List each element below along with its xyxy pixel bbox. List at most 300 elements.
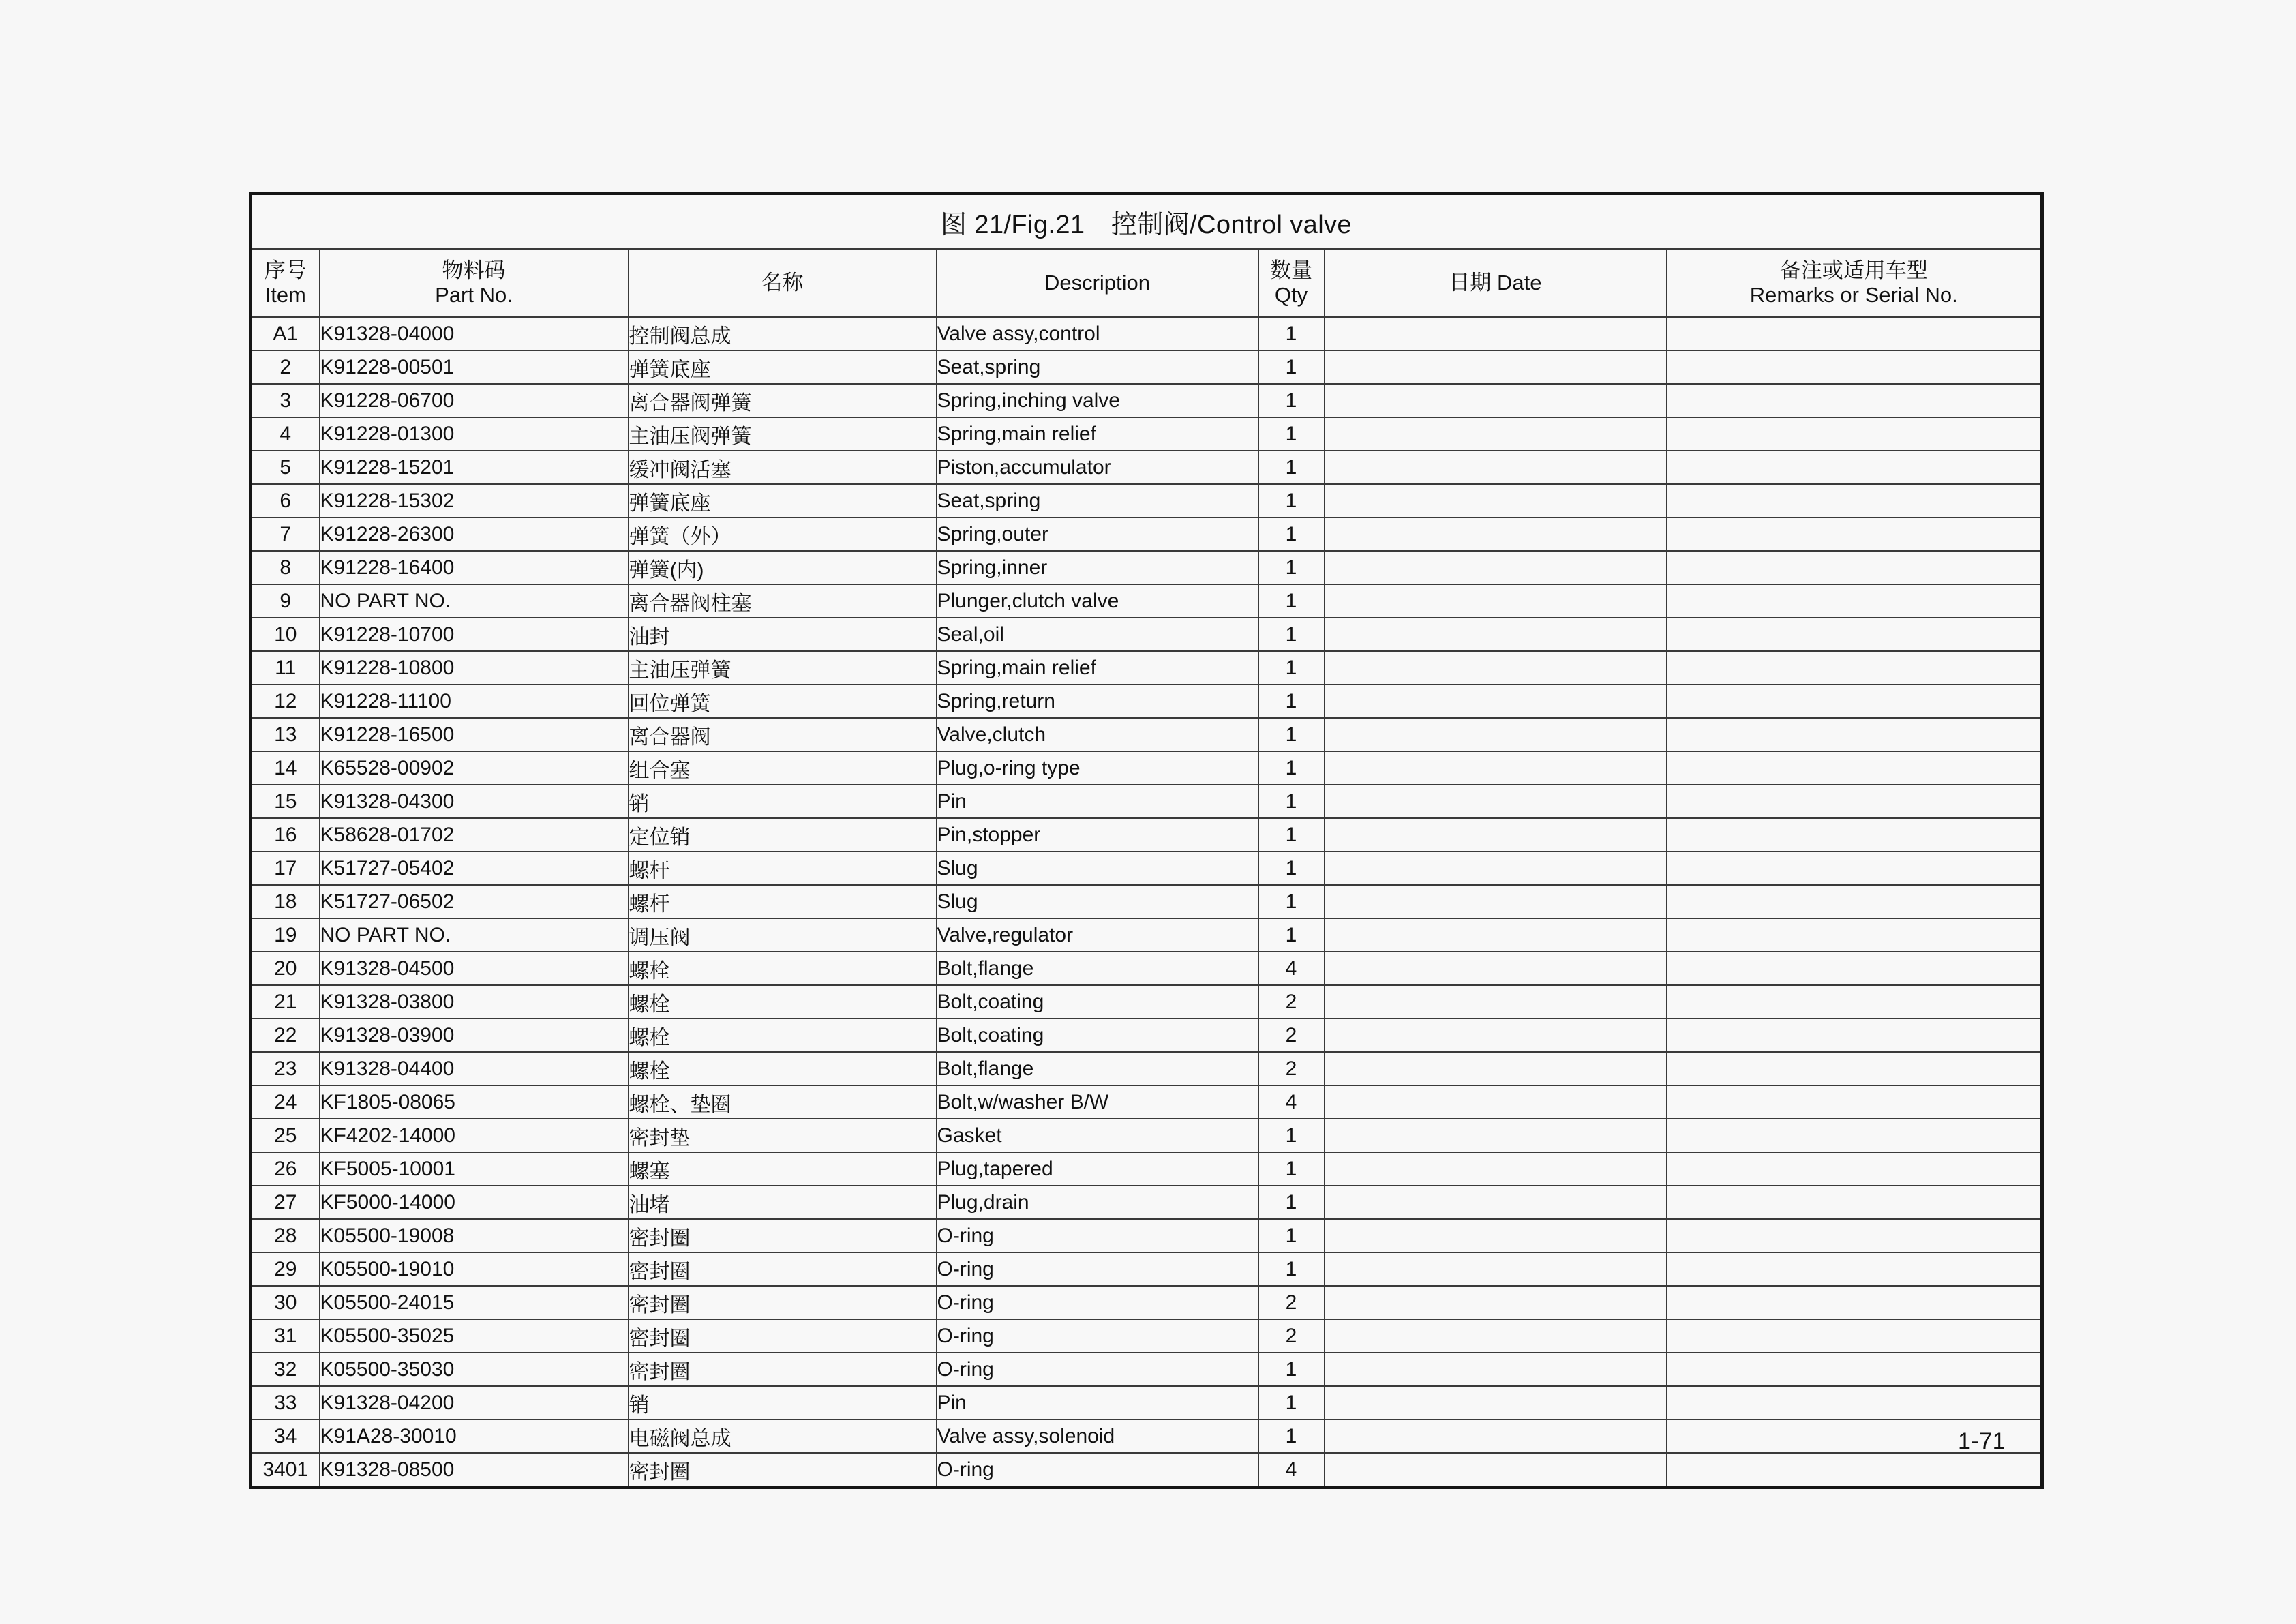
table-row[interactable]	[251, 417, 2042, 451]
cell-part-no: K05500-19008	[320, 1219, 629, 1252]
cell-qty: 2	[1258, 1319, 1325, 1353]
cell-qty: 2	[1258, 1019, 1325, 1052]
cell-part-no: K58628-01702	[320, 818, 629, 852]
table-row[interactable]	[251, 1419, 2042, 1453]
cell-description: Plunger,clutch valve	[937, 584, 1258, 618]
cell-item: 2	[251, 350, 320, 384]
cell-description: Plug,drain	[937, 1186, 1258, 1219]
cell-item: 26	[251, 1152, 320, 1186]
cell-part-no: K91228-16400	[320, 551, 629, 584]
cell-part-no: K05500-35025	[320, 1319, 629, 1353]
cell-description: Gasket	[937, 1119, 1258, 1152]
cell-date	[1325, 1419, 1667, 1453]
cell-remarks	[1667, 952, 2042, 985]
cell-part-no: K91228-26300	[320, 517, 629, 551]
cell-name: 密封圈	[629, 1252, 937, 1286]
cell-name: 螺栓	[629, 952, 937, 985]
figure-title-cell	[251, 194, 2042, 250]
cell-item: 3	[251, 384, 320, 417]
cell-part-no: K91328-03800	[320, 985, 629, 1019]
cell-remarks	[1667, 484, 2042, 517]
cell-item: 17	[251, 852, 320, 885]
cell-description: Valve,clutch	[937, 718, 1258, 751]
cell-item: 19	[251, 918, 320, 952]
cell-item: 3401	[251, 1453, 320, 1488]
cell-qty: 1	[1258, 1186, 1325, 1219]
cell-date	[1325, 1453, 1667, 1488]
cell-item: 12	[251, 685, 320, 718]
cell-description: Seat,spring	[937, 350, 1258, 384]
cell-date	[1325, 885, 1667, 918]
table-row[interactable]	[251, 384, 2042, 417]
cell-part-no: NO PART NO.	[320, 584, 629, 618]
cell-part-no: K91328-04000	[320, 317, 629, 350]
cell-qty: 4	[1258, 952, 1325, 985]
cell-description: Valve,regulator	[937, 918, 1258, 952]
cell-qty: 1	[1258, 517, 1325, 551]
column-header-item-cn: 序号	[264, 258, 307, 283]
cell-date	[1325, 952, 1667, 985]
cell-date	[1325, 985, 1667, 1019]
table-row[interactable]	[251, 451, 2042, 484]
table-row[interactable]	[251, 618, 2042, 651]
column-header-row	[251, 249, 2042, 317]
column-header-description-en: Description	[1044, 271, 1151, 295]
table-row[interactable]	[251, 1052, 2042, 1085]
cell-item: 10	[251, 618, 320, 651]
cell-date	[1325, 1152, 1667, 1186]
cell-remarks	[1667, 1386, 2042, 1419]
cell-qty: 1	[1258, 584, 1325, 618]
cell-part-no: K91228-15302	[320, 484, 629, 517]
table-row[interactable]	[251, 952, 2042, 985]
cell-item: 11	[251, 651, 320, 685]
column-header-qty-en: Qty	[1274, 283, 1308, 307]
cell-name: 离合器阀	[629, 718, 937, 751]
cell-part-no: K91328-04400	[320, 1052, 629, 1085]
cell-qty: 1	[1258, 1252, 1325, 1286]
cell-description: Spring,main relief	[937, 651, 1258, 685]
cell-date	[1325, 451, 1667, 484]
parts-table-body	[251, 317, 2042, 1488]
cell-name: 密封圈	[629, 1453, 937, 1488]
cell-date	[1325, 918, 1667, 952]
column-header-part-no	[320, 249, 629, 317]
cell-remarks	[1667, 350, 2042, 384]
column-header-qty-cn: 数量	[1270, 258, 1312, 283]
cell-part-no: K05500-19010	[320, 1252, 629, 1286]
cell-item: A1	[251, 317, 320, 350]
table-row[interactable]	[251, 1319, 2042, 1353]
cell-qty: 1	[1258, 551, 1325, 584]
cell-date	[1325, 751, 1667, 785]
cell-item: 14	[251, 751, 320, 785]
table-row[interactable]	[251, 718, 2042, 751]
cell-item: 31	[251, 1319, 320, 1353]
cell-name: 弹簧（外）	[629, 517, 937, 551]
cell-name: 密封圈	[629, 1219, 937, 1252]
table-row[interactable]	[251, 1252, 2042, 1286]
column-header-part-no-cn: 物料码	[442, 258, 506, 283]
cell-qty: 1	[1258, 751, 1325, 785]
cell-name: 密封垫	[629, 1119, 937, 1152]
cell-part-no: K91228-06700	[320, 384, 629, 417]
cell-qty: 1	[1258, 918, 1325, 952]
cell-name: 螺栓、垫圈	[629, 1085, 937, 1119]
cell-qty: 1	[1258, 1219, 1325, 1252]
cell-item: 34	[251, 1419, 320, 1453]
cell-part-no: KF1805-08065	[320, 1085, 629, 1119]
cell-qty: 1	[1258, 651, 1325, 685]
cell-item: 27	[251, 1186, 320, 1219]
cell-date	[1325, 1219, 1667, 1252]
cell-date	[1325, 618, 1667, 651]
cell-qty: 4	[1258, 1453, 1325, 1488]
column-header-description	[937, 249, 1258, 317]
figure-title-row	[251, 194, 2042, 250]
cell-part-no: K51727-06502	[320, 885, 629, 918]
cell-date	[1325, 584, 1667, 618]
cell-remarks	[1667, 718, 2042, 751]
table-row[interactable]	[251, 1286, 2042, 1319]
cell-name: 控制阀总成	[629, 317, 937, 350]
cell-remarks	[1667, 685, 2042, 718]
cell-part-no: KF4202-14000	[320, 1119, 629, 1152]
cell-qty: 1	[1258, 718, 1325, 751]
cell-item: 18	[251, 885, 320, 918]
cell-part-no: K51727-05402	[320, 852, 629, 885]
column-header-name	[629, 249, 937, 317]
table-row[interactable]	[251, 685, 2042, 718]
cell-item: 23	[251, 1052, 320, 1085]
cell-name: 密封圈	[629, 1353, 937, 1386]
cell-date	[1325, 551, 1667, 584]
column-header-qty	[1258, 249, 1325, 317]
cell-name: 组合塞	[629, 751, 937, 785]
table-row[interactable]	[251, 350, 2042, 384]
cell-part-no: K91328-04200	[320, 1386, 629, 1419]
cell-description: O-ring	[937, 1286, 1258, 1319]
cell-qty: 1	[1258, 818, 1325, 852]
cell-description: O-ring	[937, 1219, 1258, 1252]
cell-description: Slug	[937, 885, 1258, 918]
cell-name: 离合器阀弹簧	[629, 384, 937, 417]
cell-part-no: KF5000-14000	[320, 1186, 629, 1219]
cell-part-no: K91228-15201	[320, 451, 629, 484]
cell-date	[1325, 1286, 1667, 1319]
cell-part-no: KF5005-10001	[320, 1152, 629, 1186]
cell-name: 主油压阀弹簧	[629, 417, 937, 451]
cell-item: 24	[251, 1085, 320, 1119]
cell-description: Spring,outer	[937, 517, 1258, 551]
cell-date	[1325, 1252, 1667, 1286]
cell-part-no: K05500-35030	[320, 1353, 629, 1386]
table-row[interactable]	[251, 885, 2042, 918]
cell-qty: 2	[1258, 1052, 1325, 1085]
cell-part-no: K91228-16500	[320, 718, 629, 751]
table-row[interactable]	[251, 852, 2042, 885]
cell-remarks	[1667, 584, 2042, 618]
column-header-item-en: Item	[265, 283, 306, 307]
cell-remarks	[1667, 651, 2042, 685]
cell-part-no: K05500-24015	[320, 1286, 629, 1319]
cell-qty: 1	[1258, 785, 1325, 818]
cell-part-no: K91228-00501	[320, 350, 629, 384]
cell-qty: 1	[1258, 1419, 1325, 1453]
cell-item: 29	[251, 1252, 320, 1286]
cell-date	[1325, 384, 1667, 417]
cell-remarks	[1667, 985, 2042, 1019]
cell-description: Slug	[937, 852, 1258, 885]
cell-item: 16	[251, 818, 320, 852]
cell-part-no: K91328-04300	[320, 785, 629, 818]
cell-date	[1325, 685, 1667, 718]
cell-part-no: K91228-01300	[320, 417, 629, 451]
column-header-remarks	[1667, 249, 2042, 317]
cell-description: Valve assy,control	[937, 317, 1258, 350]
cell-part-no: K91328-08500	[320, 1453, 629, 1488]
table-row[interactable]	[251, 985, 2042, 1019]
cell-description: Bolt,w/washer B/W	[937, 1085, 1258, 1119]
cell-date	[1325, 1085, 1667, 1119]
cell-remarks	[1667, 417, 2042, 451]
cell-remarks	[1667, 451, 2042, 484]
table-row[interactable]	[251, 1453, 2042, 1488]
cell-date	[1325, 517, 1667, 551]
cell-remarks	[1667, 818, 2042, 852]
table-row[interactable]	[251, 818, 2042, 852]
cell-name: 螺杆	[629, 885, 937, 918]
cell-remarks	[1667, 618, 2042, 651]
cell-name: 调压阀	[629, 918, 937, 952]
cell-qty: 1	[1258, 384, 1325, 417]
cell-item: 28	[251, 1219, 320, 1252]
cell-name: 螺杆	[629, 852, 937, 885]
cell-item: 32	[251, 1353, 320, 1386]
table-row[interactable]	[251, 1186, 2042, 1219]
cell-name: 弹簧底座	[629, 484, 937, 517]
cell-date	[1325, 484, 1667, 517]
cell-qty: 1	[1258, 618, 1325, 651]
cell-item: 30	[251, 1286, 320, 1319]
cell-description: Pin	[937, 1386, 1258, 1419]
cell-name: 定位销	[629, 818, 937, 852]
cell-remarks	[1667, 885, 2042, 918]
cell-description: Pin,stopper	[937, 818, 1258, 852]
cell-item: 21	[251, 985, 320, 1019]
cell-remarks	[1667, 517, 2042, 551]
cell-remarks	[1667, 1353, 2042, 1386]
table-row[interactable]	[251, 1353, 2042, 1386]
cell-remarks	[1667, 551, 2042, 584]
cell-name: 回位弹簧	[629, 685, 937, 718]
cell-description: Bolt,coating	[937, 1019, 1258, 1052]
cell-remarks	[1667, 1152, 2042, 1186]
cell-qty: 1	[1258, 1386, 1325, 1419]
cell-qty: 1	[1258, 885, 1325, 918]
cell-qty: 1	[1258, 317, 1325, 350]
cell-name: 弹簧底座	[629, 350, 937, 384]
table-row[interactable]	[251, 918, 2042, 952]
cell-date	[1325, 1353, 1667, 1386]
cell-item: 7	[251, 517, 320, 551]
cell-item: 5	[251, 451, 320, 484]
column-header-item	[251, 249, 320, 317]
page-number: 1-71	[1958, 1428, 2006, 1454]
cell-qty: 1	[1258, 484, 1325, 517]
cell-name: 销	[629, 785, 937, 818]
cell-date	[1325, 1319, 1667, 1353]
cell-date	[1325, 1019, 1667, 1052]
cell-description: Seat,spring	[937, 484, 1258, 517]
cell-name: 密封圈	[629, 1286, 937, 1319]
cell-date	[1325, 1186, 1667, 1219]
column-header-remarks-cn: 备注或适用车型	[1779, 258, 1928, 283]
cell-description: O-ring	[937, 1453, 1258, 1488]
cell-qty: 1	[1258, 685, 1325, 718]
cell-name: 缓冲阀活塞	[629, 451, 937, 484]
column-header-remarks-en: Remarks or Serial No.	[1749, 283, 1958, 307]
cell-description: O-ring	[937, 1252, 1258, 1286]
column-header-date	[1325, 249, 1667, 317]
cell-item: 15	[251, 785, 320, 818]
cell-part-no: NO PART NO.	[320, 918, 629, 952]
column-header-name-cn: 名称	[761, 271, 804, 295]
cell-name: 弹簧(内)	[629, 551, 937, 584]
cell-remarks	[1667, 317, 2042, 350]
table-row[interactable]	[251, 584, 2042, 618]
column-header-date-label: 日期 Date	[1449, 271, 1542, 295]
cell-remarks	[1667, 384, 2042, 417]
cell-part-no: K91228-10700	[320, 618, 629, 651]
cell-part-no: K91328-03900	[320, 1019, 629, 1052]
cell-description: Seal,oil	[937, 618, 1258, 651]
table-row[interactable]	[251, 317, 2042, 350]
cell-item: 20	[251, 952, 320, 985]
cell-part-no: K91A28-30010	[320, 1419, 629, 1453]
cell-remarks	[1667, 1319, 2042, 1353]
cell-remarks	[1667, 1052, 2042, 1085]
cell-date	[1325, 785, 1667, 818]
table-row[interactable]	[251, 1219, 2042, 1252]
cell-qty: 1	[1258, 1353, 1325, 1386]
cell-description: Plug,o-ring type	[937, 751, 1258, 785]
cell-name: 离合器阀柱塞	[629, 584, 937, 618]
cell-description: Plug,tapered	[937, 1152, 1258, 1186]
cell-remarks	[1667, 1085, 2042, 1119]
cell-description: Spring,main relief	[937, 417, 1258, 451]
cell-name: 销	[629, 1386, 937, 1419]
cell-description: O-ring	[937, 1319, 1258, 1353]
cell-qty: 1	[1258, 1119, 1325, 1152]
cell-date	[1325, 818, 1667, 852]
cell-name: 螺栓	[629, 985, 937, 1019]
cell-remarks	[1667, 1219, 2042, 1252]
cell-part-no: K91228-11100	[320, 685, 629, 718]
cell-name: 电磁阀总成	[629, 1419, 937, 1453]
cell-description: Bolt,coating	[937, 985, 1258, 1019]
cell-description: Valve assy,solenoid	[937, 1419, 1258, 1453]
cell-name: 螺栓	[629, 1052, 937, 1085]
cell-name: 主油压弹簧	[629, 651, 937, 685]
cell-remarks	[1667, 1119, 2042, 1152]
table-row[interactable]	[251, 1386, 2042, 1419]
cell-item: 4	[251, 417, 320, 451]
cell-item: 8	[251, 551, 320, 584]
cell-description: Spring,inner	[937, 551, 1258, 584]
cell-item: 22	[251, 1019, 320, 1052]
cell-qty: 1	[1258, 417, 1325, 451]
table-row[interactable]	[251, 751, 2042, 785]
cell-description: Spring,return	[937, 685, 1258, 718]
table-row[interactable]	[251, 484, 2042, 517]
cell-description: Spring,inching valve	[937, 384, 1258, 417]
cell-remarks	[1667, 751, 2042, 785]
cell-remarks	[1667, 1019, 2042, 1052]
table-row[interactable]	[251, 651, 2042, 685]
parts-catalog-table	[249, 192, 2044, 1489]
table-row[interactable]	[251, 1119, 2042, 1152]
cell-qty: 1	[1258, 852, 1325, 885]
cell-qty: 2	[1258, 1286, 1325, 1319]
cell-date	[1325, 1119, 1667, 1152]
cell-remarks	[1667, 1186, 2042, 1219]
cell-date	[1325, 350, 1667, 384]
cell-remarks	[1667, 1453, 2042, 1488]
cell-date	[1325, 852, 1667, 885]
cell-part-no: K91228-10800	[320, 651, 629, 685]
cell-remarks	[1667, 918, 2042, 952]
table-row[interactable]	[251, 785, 2042, 818]
cell-name: 油堵	[629, 1186, 937, 1219]
cell-description: O-ring	[937, 1353, 1258, 1386]
cell-date	[1325, 1386, 1667, 1419]
cell-qty: 1	[1258, 451, 1325, 484]
cell-name: 螺塞	[629, 1152, 937, 1186]
cell-description: Bolt,flange	[937, 952, 1258, 985]
cell-date	[1325, 317, 1667, 350]
table-row[interactable]	[251, 1085, 2042, 1119]
cell-item: 33	[251, 1386, 320, 1419]
cell-item: 25	[251, 1119, 320, 1152]
cell-qty: 1	[1258, 1152, 1325, 1186]
cell-description: Pin	[937, 785, 1258, 818]
cell-remarks	[1667, 785, 2042, 818]
cell-description: Bolt,flange	[937, 1052, 1258, 1085]
column-header-part-no-en: Part No.	[435, 283, 513, 307]
cell-qty: 1	[1258, 350, 1325, 384]
cell-part-no: K91328-04500	[320, 952, 629, 985]
cell-date	[1325, 417, 1667, 451]
cell-remarks	[1667, 1252, 2042, 1286]
cell-name: 螺栓	[629, 1019, 937, 1052]
cell-name: 密封圈	[629, 1319, 937, 1353]
figure-title-text: 图 21/Fig.21 控制阀/Control valve	[941, 210, 1352, 239]
table-row[interactable]	[251, 1019, 2042, 1052]
cell-date	[1325, 1052, 1667, 1085]
cell-qty: 4	[1258, 1085, 1325, 1119]
cell-name: 油封	[629, 618, 937, 651]
cell-item: 13	[251, 718, 320, 751]
cell-qty: 2	[1258, 985, 1325, 1019]
table-row[interactable]	[251, 517, 2042, 551]
cell-part-no: K65528-00902	[320, 751, 629, 785]
table-row[interactable]	[251, 551, 2042, 584]
cell-remarks	[1667, 852, 2042, 885]
cell-date	[1325, 718, 1667, 751]
cell-date	[1325, 651, 1667, 685]
table-row[interactable]	[251, 1152, 2042, 1186]
